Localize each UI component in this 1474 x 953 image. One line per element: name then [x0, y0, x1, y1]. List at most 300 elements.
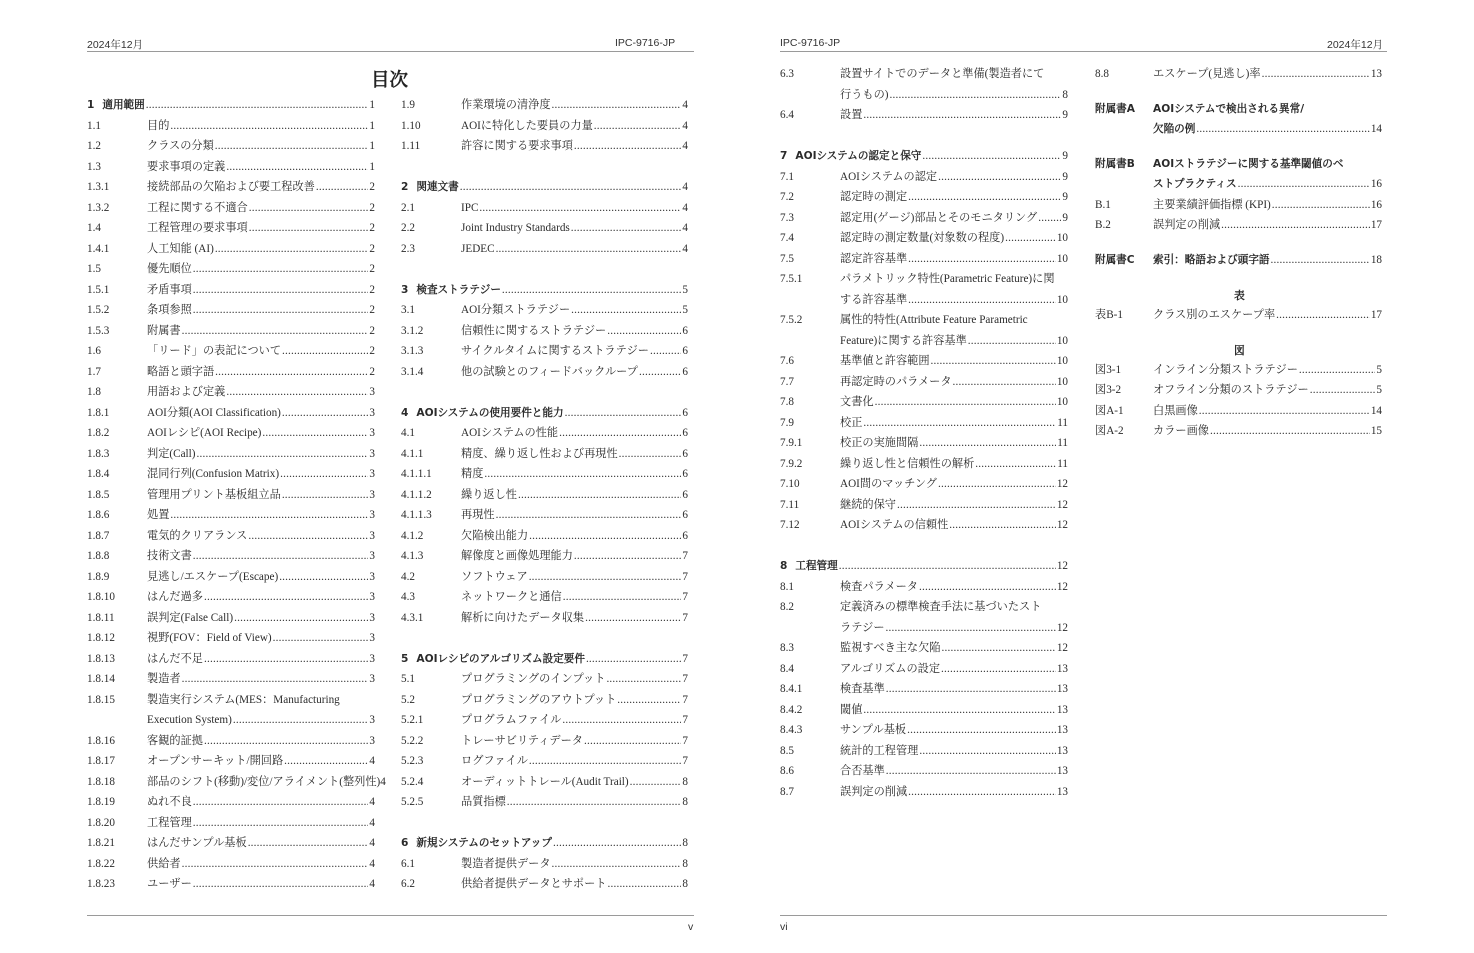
dot-leader: [953, 372, 1056, 393]
dot-leader: [839, 556, 1056, 577]
toc-entry-number: 1.8.2: [87, 427, 110, 439]
toc-entry-page: 6: [682, 324, 688, 337]
toc-entry-number: 1.8.4: [87, 468, 110, 480]
toc-entry-title: 設置: [840, 109, 863, 121]
toc-entry-page: 8: [682, 878, 688, 890]
toc-entry-title: トレーサビリティデータ: [461, 734, 583, 747]
dot-leader: [170, 505, 368, 526]
toc-entry-page: 4: [380, 775, 386, 788]
dot-leader: [193, 874, 369, 895]
dot-leader: [941, 638, 1055, 659]
toc-entry-title: 許容に関する要求事項: [461, 140, 573, 152]
dot-leader: [938, 474, 1056, 495]
toc-entry-page: 4: [369, 755, 375, 767]
dot-leader: [617, 690, 681, 711]
dot-leader: [249, 218, 369, 239]
toc-entry-title: 人工知能 (AI): [147, 242, 214, 255]
toc-entry-number: 5.2.3: [401, 755, 424, 767]
toc-entry-number: 1.8.16: [87, 734, 115, 747]
toc-entry-title: はんだ過多: [147, 591, 203, 603]
header-left-doc: IPC-9716-JP: [615, 37, 676, 49]
toc-entry-page: 12: [1056, 519, 1068, 531]
toc-entry-title: AOI分類(AOI Classification): [147, 406, 281, 419]
dot-leader: [863, 413, 1056, 434]
dot-leader: [863, 105, 1061, 126]
dot-leader: [968, 331, 1056, 352]
toc-entry-title: 繰り返し性: [461, 488, 517, 501]
toc-entry-title: 客観的証拠: [147, 734, 203, 747]
toc-entry-number: 2: [401, 181, 409, 193]
toc-entry-number: 1.9: [401, 99, 415, 111]
toc-entry-title: ユーザー: [147, 878, 192, 890]
toc-entry-page: 6: [682, 406, 688, 419]
dot-leader: [529, 751, 682, 772]
footer-left-page: v: [688, 921, 694, 933]
toc-entry-number: 1.3.2: [87, 201, 110, 214]
toc-entry-page: 1: [369, 99, 375, 111]
toc-entry-title: 目的: [147, 119, 170, 132]
toc-entry-number: 7.4: [780, 232, 794, 244]
header-left-date: 2024年12月: [87, 39, 144, 51]
toc-entry-number: 3.1: [401, 304, 415, 316]
toc-entry-page: 16: [1370, 198, 1382, 211]
toc-entry-title: ラテジー: [840, 621, 885, 634]
toc-entry-title: 工程に関する不適合: [147, 201, 248, 214]
toc-entry-page: 3: [369, 529, 375, 542]
toc-entry-page: 6: [682, 468, 688, 480]
toc-entry-title: 白黒画像: [1153, 404, 1198, 417]
toc-entry-number: 1.5.2: [87, 304, 110, 316]
toc-entry-title: はんだサンプル基板: [147, 837, 247, 849]
dot-leader: [226, 382, 368, 403]
dot-leader: [975, 454, 1056, 475]
toc-entry-title: 認定時の測定: [840, 191, 908, 203]
toc-entry-page: 9: [1062, 191, 1068, 203]
toc-entry-page: 13: [1056, 683, 1068, 695]
toc-entry-number: 6.4: [780, 109, 794, 121]
toc-entry-number: 4.1.2: [401, 529, 424, 542]
toc-entry-page: 6: [682, 365, 688, 378]
toc-entry-number: 1.5.3: [87, 324, 110, 337]
dot-leader: [922, 146, 1061, 167]
toc-entry-title-line1: AOIシステムで検出される異常/: [1153, 102, 1305, 115]
dot-leader: [586, 649, 681, 670]
toc-entry-title: Feature)に関する許容基準: [840, 334, 967, 347]
toc-entry-number: 4.1.3: [401, 550, 424, 562]
toc-entry-number: 附属書B: [1095, 157, 1135, 170]
toc-entry-number: 図A-1: [1095, 404, 1124, 417]
toc-entry-title: 行うもの): [840, 88, 889, 101]
toc-entry[interactable]: [401, 280, 688, 301]
toc-entry-title: 索引：略語および頭字語: [1153, 253, 1270, 266]
toc-entry-number: 5: [401, 652, 409, 665]
toc-entry-number: 1.8: [87, 386, 101, 398]
toc-entry[interactable]: [401, 649, 688, 670]
toc-entry-number: B.2: [1095, 219, 1111, 231]
toc-entry-title: 誤判定の削減: [840, 785, 908, 798]
dot-leader: [204, 731, 368, 752]
dot-leader: [182, 669, 369, 690]
dot-leader: [1005, 228, 1056, 249]
toc-entry-page: 3: [369, 468, 375, 480]
toc-entry-number: 1.8.9: [87, 570, 110, 583]
toc-entry-title: ログファイル: [461, 755, 528, 767]
toc-entry-page: 8: [682, 857, 688, 870]
toc-entry-number: 1.8.20: [87, 816, 115, 829]
toc-entry-title: 工程管理の要求事項: [147, 222, 248, 234]
toc-entry-number: 図A-2: [1095, 425, 1124, 437]
toc-entry-title: AOIシステムの性能: [461, 427, 559, 439]
toc-entry-number: 1.8.5: [87, 488, 110, 501]
toc-entry-page: 13: [1370, 68, 1382, 80]
dot-leader: [215, 136, 369, 157]
toc-entry-number: 1.8.8: [87, 550, 110, 562]
toc-entry[interactable]: [87, 95, 375, 116]
dot-leader: [919, 577, 1056, 598]
toc-entry-page: 17: [1370, 219, 1382, 231]
dot-leader: [193, 792, 369, 813]
toc-entry-title: 精度、繰り返し性および再現性: [461, 447, 618, 460]
dot-leader: [875, 392, 1056, 413]
dot-leader: [908, 782, 1056, 803]
toc-entry-page: 4: [682, 201, 688, 214]
toc-entry-number: 8.5: [780, 744, 794, 757]
toc-entry-page: 3: [369, 427, 375, 439]
dot-leader: [607, 321, 681, 342]
toc-entry[interactable]: [780, 146, 1068, 167]
toc-entry-title: ストプラクティス: [1153, 178, 1237, 190]
toc-entry-page: 1: [369, 160, 375, 173]
toc-entry-number: 7.9.2: [780, 457, 803, 470]
toc-entry-title-line1: パラメトリック特性(Parametric Feature)に関: [840, 273, 1055, 285]
toc-entry-title-line1: 設置サイトでのデータと準備(製造者にて: [840, 68, 1045, 80]
toc-entry-title: ソフトウェア: [461, 570, 528, 583]
toc-entry-title: 主要業績評価指標 (KPI): [1153, 198, 1271, 211]
toc-entry-title: 優先順位: [147, 263, 192, 275]
dot-leader: [502, 280, 681, 301]
toc-entry-page: 8: [1062, 88, 1068, 101]
toc-entry-page: 13: [1056, 785, 1068, 798]
toc-entry-number: 5.2.1: [401, 714, 424, 726]
toc-entry-number: 1.4: [87, 222, 101, 234]
toc-entry-page: 4: [369, 837, 375, 849]
toc-entry-title: AOIシステムの使用要件と能力: [416, 406, 564, 419]
dot-leader: [226, 157, 368, 178]
toc-entry-number: 7.1: [780, 170, 794, 183]
toc-entry-page: 7: [682, 652, 688, 665]
toc-entry-number: 6.3: [780, 68, 794, 80]
toc-entry-title: プログラミングのアウトプット: [461, 693, 617, 706]
page-title: 目次: [371, 70, 409, 91]
dot-leader: [1272, 195, 1370, 216]
dot-leader: [193, 813, 369, 834]
toc-entry-title: 解像度と画像処理能力: [461, 550, 573, 562]
toc-entry-title: 混同行列(Confusion Matrix): [147, 468, 280, 480]
toc-entry-number: 1.8.3: [87, 447, 110, 460]
toc-entry-page: 3: [369, 611, 375, 624]
toc-entry-page: 2: [369, 181, 375, 193]
toc-entry-title: オープンサーキット/開回路: [147, 755, 284, 767]
dot-leader: [552, 854, 682, 875]
dot-leader: [571, 300, 681, 321]
toc-entry-page: 3: [369, 632, 375, 644]
toc-entry-title: カラー画像: [1153, 425, 1209, 437]
toc-entry-page: 3: [369, 488, 375, 501]
toc-entry-number: 1.8.12: [87, 632, 115, 644]
toc-entry-page: 6: [682, 427, 688, 439]
toc-entry-title: AOIレシピ(AOI Recipe): [147, 427, 262, 439]
dot-leader: [193, 259, 369, 280]
toc-entry-page: 9: [1062, 211, 1068, 224]
toc-entry-title: サイクルタイムに関するストラテジー: [461, 345, 649, 357]
toc-entry-page: 10: [1056, 334, 1068, 347]
toc-entry-title: インライン分類ストラテジー: [1153, 363, 1298, 376]
dot-leader: [204, 587, 368, 608]
dot-leader: [949, 515, 1056, 536]
toc-entry-title: 認定時の測定数量(対象数の程度): [840, 232, 1005, 244]
toc-entry-number: 1.8.21: [87, 837, 115, 849]
toc-entry-number: 7.2: [780, 191, 794, 203]
toc-entry-number: 3: [401, 283, 409, 296]
toc-entry-page: 16: [1370, 178, 1382, 190]
toc-entry-page: 7: [682, 755, 688, 767]
dot-leader: [938, 167, 1061, 188]
dot-leader: [1276, 305, 1370, 326]
toc-entry-title: 矛盾事項: [147, 283, 192, 296]
dot-leader: [460, 177, 682, 198]
dot-leader: [563, 587, 682, 608]
toc-entry-page: 2: [369, 345, 375, 357]
dot-leader: [886, 679, 1056, 700]
toc-entry-page: 4: [682, 242, 688, 255]
dot-leader: [630, 772, 682, 793]
toc-entry-title: 欠陥の例: [1153, 123, 1196, 135]
toc-entry-page: 3: [369, 734, 375, 747]
toc-entry-title: 監視すべき主な欠陥: [840, 642, 941, 654]
dot-leader: [1299, 360, 1376, 381]
toc-entry-title: 略語と頭字語: [147, 365, 215, 378]
toc-entry-page: 1: [369, 140, 375, 152]
dot-leader: [919, 433, 1056, 454]
toc-entry-number: 1.8.23: [87, 878, 115, 890]
toc-entry-title: AOIシステムの認定: [840, 170, 938, 183]
toc-entry-number: 5.1: [401, 673, 415, 685]
toc-entry-page: 4: [682, 99, 688, 111]
toc-entry-number: 6.1: [401, 857, 415, 870]
toc-entry-title: オーディットトレール(Audit Trail): [461, 775, 629, 788]
toc-entry-page: 12: [1056, 642, 1068, 654]
toc-entry-number: 1.8.17: [87, 755, 115, 767]
toc-entry-page: 1: [369, 119, 375, 132]
toc-entry-page: 4: [369, 796, 375, 808]
toc-entry-number: 附属書A: [1095, 102, 1135, 115]
toc-entry-title: 他の試験とのフィードバックループ: [461, 365, 638, 378]
toc-entry-title: 製造者: [147, 673, 181, 685]
toc-entry-title: Joint Industry Standards: [461, 222, 570, 234]
toc-entry-page: 2: [369, 304, 375, 316]
toc-entry-number: 1.6: [87, 345, 101, 357]
toc-entry-number: 7.7: [780, 375, 794, 388]
dot-leader: [496, 239, 682, 260]
toc-entry-page: 4: [682, 140, 688, 152]
toc-entry-page: 17: [1370, 308, 1382, 321]
dot-leader: [182, 854, 369, 875]
dot-leader: [282, 485, 369, 506]
toc-entry-number: 2.2: [401, 222, 415, 234]
toc-entry-title: 管理用プリント基板組立品: [147, 488, 281, 501]
toc-entry-title: 作業環境の清浄度: [461, 99, 551, 111]
toc-entry-title: AOIレシピのアルゴリズム設定要件: [416, 652, 585, 665]
dot-leader: [594, 116, 682, 137]
toc-entry-number: 1.3.1: [87, 181, 110, 193]
toc-entry-number: 7.9.1: [780, 437, 803, 449]
toc-entry-page: 7: [682, 673, 688, 685]
dot-leader: [193, 546, 369, 567]
toc-entry-number: 7.12: [780, 519, 800, 531]
dot-leader: [908, 249, 1056, 270]
toc-entry-title: 要求事項の定義: [147, 160, 226, 173]
toc-entry-title: 誤判定(False Call): [147, 611, 234, 624]
toc-entry-number: 7: [780, 150, 788, 162]
toc-entry-title: 繰り返し性と信頼性の解析: [840, 457, 975, 470]
dot-leader: [193, 280, 369, 301]
list-caption: 表: [1234, 289, 1245, 302]
header-rule-left: [87, 51, 694, 52]
toc-entry-title: 用語および定義: [147, 386, 226, 398]
toc-entry-page: 4: [682, 119, 688, 132]
toc-entry-number: 4.1.1.3: [401, 509, 432, 521]
dot-leader: [484, 464, 681, 485]
toc-entry-page: 4: [369, 878, 375, 890]
dot-leader: [1038, 208, 1061, 229]
toc-entry-title-line1: 属性的特性(Attribute Feature Parametric: [840, 314, 1028, 326]
toc-entry-page: 4: [369, 857, 375, 870]
dot-leader: [571, 218, 682, 239]
toc-entry-page: 3: [369, 447, 375, 460]
toc-entry-page: 2: [369, 365, 375, 378]
toc-entry-title: 附属書: [147, 324, 181, 337]
toc-entry-number: 図3-1: [1095, 363, 1122, 376]
dot-leader: [553, 833, 681, 854]
toc-entry-title: する許容基準: [840, 293, 908, 306]
toc-entry-number: 1.8.18: [87, 775, 115, 788]
toc-entry-number: 8.4.3: [780, 724, 803, 736]
toc-entry-title: 閾値: [840, 703, 863, 716]
toc-entry-page: 3: [369, 406, 375, 419]
toc-entry-number: 8: [780, 560, 788, 572]
dot-leader: [565, 403, 682, 424]
toc-entry-page: 6: [682, 529, 688, 542]
toc-entry-page: 2: [369, 222, 375, 234]
toc-entry-page: 2: [369, 263, 375, 275]
dot-leader: [507, 792, 682, 813]
toc-entry-number: 図3-2: [1095, 384, 1122, 396]
toc-entry-title: 認定許容基準: [840, 252, 908, 265]
toc-entry-page: 11: [1057, 416, 1068, 429]
toc-entry-number: 8.8: [1095, 68, 1109, 80]
toc-entry-page: 5: [682, 283, 688, 296]
toc-entry-title: 誤判定の削減: [1153, 219, 1221, 231]
toc-entry-title: 信頼性に関するストラテジー: [461, 324, 607, 337]
toc-entry[interactable]: [401, 177, 688, 198]
toc-entry[interactable]: [401, 833, 688, 854]
toc-entry-page: 7: [682, 591, 688, 603]
toc-entry-number: 4.3.1: [401, 611, 424, 624]
toc-entry-title: 新規システムのセットアップ: [416, 837, 552, 849]
toc-entry-number: 4.2: [401, 570, 415, 583]
dot-leader: [607, 874, 681, 895]
toc-entry-number: 8.4.1: [780, 683, 803, 695]
toc-entry-title: 基準値と許容範囲: [840, 355, 930, 367]
toc-entry-title: 品質指標: [461, 796, 506, 808]
toc-entry-number: 1.8.10: [87, 591, 115, 603]
toc-entry-number: B.1: [1095, 198, 1111, 211]
toc-entry-title: 製造者提供データ: [461, 857, 551, 870]
toc-entry-page: 10: [1056, 375, 1068, 388]
toc-entry-number: 7.9: [780, 416, 794, 429]
toc-entry-title: 統計的工程管理: [840, 744, 919, 757]
toc-entry-page: 6: [682, 488, 688, 501]
toc-entry-page: 10: [1056, 355, 1068, 367]
dot-leader: [606, 669, 681, 690]
toc-entry[interactable]: [401, 403, 688, 424]
dot-leader: [215, 239, 369, 260]
toc-entry-page: 3: [369, 652, 375, 665]
toc-entry-number: 5.2.4: [401, 775, 424, 788]
dot-leader: [196, 444, 368, 465]
toc-entry-page: 9: [1062, 170, 1068, 183]
dot-leader: [279, 567, 368, 588]
toc-entry-title: 技術文書: [147, 550, 192, 562]
toc-entry-page: 2: [369, 242, 375, 255]
toc-entry-title: クラスの分類: [147, 140, 214, 152]
toc-entry-title-line1: 定義済みの標準検査手法に基づいたスト: [840, 601, 1042, 613]
toc-entry-number: 7.5: [780, 252, 794, 265]
toc-entry-page: 18: [1370, 253, 1382, 266]
toc-entry-page: 3: [369, 570, 375, 583]
toc-entry-title: 条項参照: [147, 304, 192, 316]
dot-leader: [280, 464, 368, 485]
toc-entry-title: AOI間のマッチング: [840, 478, 937, 490]
toc-entry-page: 13: [1056, 703, 1068, 716]
toc-entry-page: 10: [1056, 232, 1068, 244]
toc-entry-title: 認定用(ゲージ)部品とそのモニタリング: [840, 211, 1038, 224]
toc-entry-number: 1: [87, 99, 95, 111]
dot-leader: [518, 485, 681, 506]
dot-leader: [262, 423, 368, 444]
toc-entry-number: 1.2: [87, 140, 101, 152]
toc-entry-title: 供給者提供データとサポート: [461, 878, 607, 890]
toc-entry-title: 合否基準: [840, 765, 885, 777]
toc-entry-title: エスケープ(見逃し)率: [1153, 68, 1261, 80]
dot-leader: [908, 290, 1056, 311]
toc-entry-page: 5: [1376, 384, 1382, 396]
toc-entry-title: 検査ストラテジー: [416, 283, 501, 296]
toc-entry-page: 7: [682, 570, 688, 583]
dot-leader: [908, 187, 1061, 208]
toc-entry-title: 工程管理: [795, 560, 838, 572]
toc-entry-page: 7: [682, 734, 688, 747]
toc-entry[interactable]: [780, 556, 1068, 577]
toc-entry-title: 文書化: [840, 396, 874, 408]
toc-entry-page: 2: [369, 201, 375, 214]
toc-entry-title: 関連文書: [416, 181, 459, 193]
toc-entry-number: 7.5.2: [780, 314, 803, 326]
toc-entry-title: 再現性: [461, 509, 495, 521]
toc-entry-number: 4.3: [401, 591, 415, 603]
toc-entry-title: 接続部品の欠陥および要工程改善: [147, 181, 315, 193]
toc-entry-title: IPC: [461, 201, 479, 214]
